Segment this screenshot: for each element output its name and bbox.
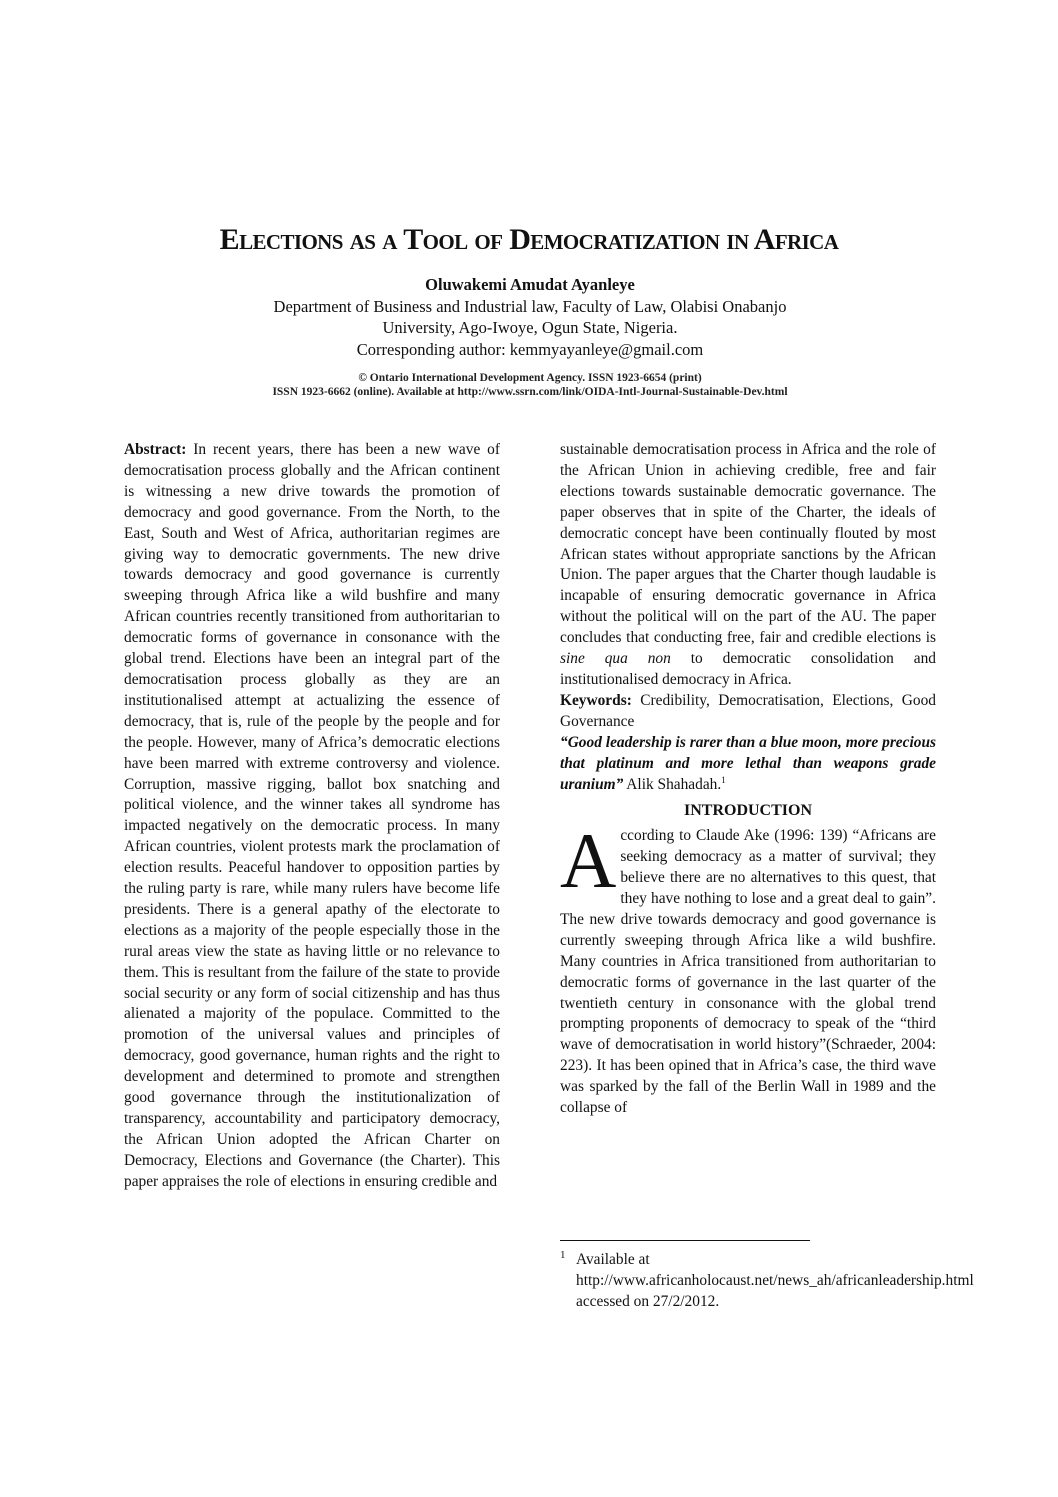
keywords	[560, 691, 936, 733]
keywords-label: Keywords:	[560, 691, 632, 709]
copyright-line-2: ISSN 1923-6662 (online). Available at http://www.ssrn.com/link/OIDA-Intl-Journal-Sustainable-Dev.html	[272, 385, 788, 398]
introduction-text: ccording to Claude Ake (1996: 139) “Africans are seeking democracy as a matter of survival; they believe there are no alternatives to this quest, that they have nothing to lose and a great deal to gain”. The new drive towards democracy and good governance is currently sweeping through Africa like a wild bushfire. Many countries in Africa transitioned from authoritarian to democratic forms of governance in the last quarter of the twentieth century in consonance with the global trend prompting proponents of democracy to speak of the “third wave of democratisation in world history”(Schraeder, 2004: 223). It has been opined that in Africa’s case, the third wave was sparked by the fall of the Berlin Wall in 1989 and the collapse of	[560, 827, 936, 1117]
abstract-continued	[560, 440, 936, 691]
abstract-continued-text: sustainable democratisation process in Africa and the role of the African Union in achieving credible, free and fair elections towards sustainable democratic governance. The paper observes that in spite of the Charter, the ideals of democratic concept have been continually flouted by most African states without appropriate sanctions by the African Union. The paper argues that the Charter though laudable is incapable of ensuring democratic governance in Africa without the political will on the part of the AU. The paper concludes that conducting free, fair and credible elections is	[560, 441, 936, 647]
footnote	[560, 1249, 974, 1312]
footnote-divider	[560, 1240, 810, 1241]
abstract-continued-end: to democratic consolidation and institutionalised democracy in Africa.	[560, 650, 936, 688]
introduction-paragraph	[560, 817, 936, 1119]
epigraph	[560, 733, 936, 796]
abstract-label: Abstract:	[124, 441, 187, 458]
abstract	[124, 440, 500, 1193]
author-name: Oluwakemi Amudat Ayanleye	[425, 275, 635, 294]
epigraph-quote: “Good leadership is rarer than a blue moon, more precious that platinum and more lethal than weapons grade uranium”	[560, 733, 936, 793]
author-block	[180, 274, 880, 360]
affiliation-line-1: Department of Business and Industrial law, Faculty of Law, Olabisi Onabanjo	[273, 296, 787, 316]
abstract-text: In recent years, there has been a new wave of democratisation process globally and the African continent is witnessing a new drive towards the promotion of democracy and good governance. From the North, to the East, South and West of Africa, authoritarian regimes are giving way to democratic governments. The new drive towards democracy and good governance is currently sweeping through Africa like a wild bushfire and many African countries recently transitioned from authoritarian to democratic forms of governance in consonance with the global trend. Elections have been an integral part of the democratisation process globally as they are an institutionalised attempt at actualizing the essence of democracy, that is, rule of the people by the people and for the people. However, many of Africa’s democratic elections have been marred with extreme controversy and violence. Corruption, massive rigging, ballot box snatching and political violence, and the winner takes all syndrome has impacted negatively on the democratic process. In many African countries, violent protests mark the proclamation of election results. Peaceful handover to opposition parties by the ruling party is rare, while many rulers have become life presidents. There is a general apathy of the electorate to elections as a majority of the people especially those in the rural areas view the state as having little or no relevance to them. This is resultant from the failure of the state to provide social security or any form of social citizenship and has thus alienated a majority of the populace. Committed to the promotion of the universal values and principles of democracy, good governance, human rights and the right to development and determined to promote and strengthen good governance through the institutionalization of transparency, accountability and participatory democracy, the African Union adopted the African Charter on Democracy, Elections and Governance (the Charter). This paper appraises the role of elections in ensuring credible and	[124, 441, 500, 1190]
footnote-text: Available at http://www.africanholocaust.net/news_ah/africanleadership.html accessed on 27/2/2012.	[576, 1251, 974, 1310]
copyright-line-1: © Ontario International Development Agency. ISSN 1923-6654 (print)	[358, 372, 702, 384]
paper-title: Elections as a Tool of Democratization in Africa	[219, 223, 839, 256]
copyright-notice	[180, 372, 880, 399]
corresponding-author: Corresponding author: kemmyayanleye@gmail.com	[356, 339, 704, 359]
keywords-text: Credibility, Democratisation, Elections, Good Governance	[560, 691, 936, 730]
footnote-ref[interactable]: 1	[721, 774, 726, 785]
affiliation-line-2: University, Ago-Iwoye, Ogun State, Nigeria.	[382, 318, 678, 337]
drop-cap: A	[560, 817, 617, 905]
latin-phrase: sine qua non	[560, 650, 671, 668]
right-column	[560, 440, 936, 1119]
section-heading-introduction: INTRODUCTION	[683, 802, 812, 820]
footnote-mark: 1	[560, 1249, 566, 1261]
left-column	[124, 440, 500, 1193]
epigraph-attribution: Alik Shahadah.	[623, 775, 722, 793]
